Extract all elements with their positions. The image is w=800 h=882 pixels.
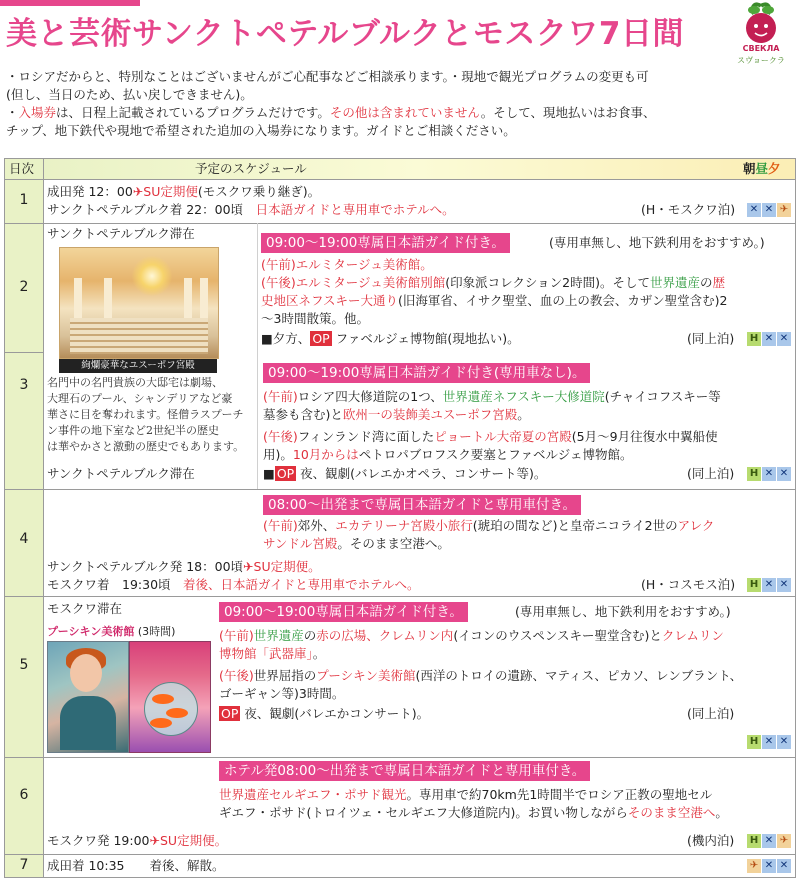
day-number: 5 — [19, 657, 29, 673]
day5-line: OP 夜、観劇(バレエかコンサート)。 — [221, 706, 430, 721]
meal-icon: ✕ — [777, 578, 791, 592]
yusupov-palace-photo — [59, 247, 219, 359]
day3-line: ■ OP 夜、観劇(バレエかオペラ、コンサート等)。 — [263, 466, 547, 481]
logo-name: СВЕКЛА — [742, 44, 780, 53]
day6-stay: (機内泊) — [687, 833, 735, 848]
day7-line: 成田着 10:35 着後、解散。 — [47, 858, 225, 873]
meal-icon: ✕ — [762, 578, 776, 592]
day3-location: サンクトペテルブルク滞在 — [47, 466, 195, 481]
day-number: 1 — [19, 192, 29, 208]
day2-stay: (同上泊) — [687, 331, 735, 346]
day6-line: ギエフ・ポサド(トロイツェ・セルギエフ大修道院内)。お買い物しながらそのまま空港へ。 — [219, 805, 728, 820]
guide-banner: 09:00～19:00専属日本語ガイド付き。 — [261, 233, 510, 253]
palace-description: 名門中の名門貴族の大邸宅は劇場、 大理石のプール、シャンデリアなど豪 華さに目を奪われます。怪僧ラスプーチ ン事件の地下室など2世紀半の歴史 は華やかさと激動の歴史でもあります。 — [47, 376, 245, 453]
renoir-painting — [47, 641, 129, 753]
day5-line: (午後)世界屈指のプーシキン美術館(西洋のトロイの遺跡、マティス、ピカソ、レンブラント、 — [219, 668, 743, 683]
day3-line: 墓参も含む)と欧州一の装飾美ユスーポフ宮殿。 — [263, 407, 530, 422]
top-accent-bar — [0, 0, 140, 6]
day3-stay: (同上泊) — [687, 466, 735, 481]
day4-stay: (H・コスモス泊) — [641, 577, 736, 592]
guide-banner: 08:00～出発まで専属日本語ガイドと専用車付き。 — [263, 495, 581, 515]
meal-icon: H — [747, 467, 761, 481]
guide-note: (専用車無し、地下鉄利用をおすすめ。) — [549, 235, 765, 250]
schedule-table — [4, 158, 796, 878]
meal-icon: ✕ — [762, 834, 776, 848]
day-number: 4 — [19, 531, 29, 547]
day2-line: ■夕方、 OP ファベルジェ博物館(現地払い)。 — [261, 331, 520, 346]
day5-location: モスクワ滞在 — [47, 601, 123, 616]
meal-icon: ✕ — [762, 735, 776, 749]
meal-icon: ✕ — [762, 859, 776, 873]
meal-icon: ✕ — [777, 735, 791, 749]
meal-icon: ✕ — [777, 467, 791, 481]
day5-line: (午前)世界遺産の赤の広場、クレムリン内(イコンのウスペンスキー聖堂含む)とクレムリン — [219, 628, 724, 643]
beet-icon — [728, 2, 794, 46]
meal-icon: ✈ — [747, 859, 761, 873]
meal-icon: ✕ — [762, 332, 776, 346]
meal-icon: ✈ — [777, 203, 791, 217]
day3-line: (午前)ロシア四大修道院の1つ、世界遺産ネフスキー大修道院(チャイコフスキー等 — [263, 389, 721, 404]
meal-icon: ✕ — [762, 203, 776, 217]
day2-line: (午後)エルミタージュ美術館別館(印象派コレクション2時間)。そして世界遺産の歴 — [261, 275, 726, 290]
day4-line: サンドル宮殿。そのまま空港へ。 — [263, 536, 450, 551]
meal-icon: ✈ — [777, 834, 791, 848]
meal-icon: H — [747, 332, 761, 346]
day-number: 3 — [19, 377, 29, 393]
header-day: 日次 — [9, 161, 35, 176]
guide-note: (専用車無し、地下鉄利用をおすすめ。) — [515, 604, 731, 619]
pushkin-caption: プーシキン美術館 (3時間) — [47, 625, 176, 638]
meal-icon: H — [747, 735, 761, 749]
day1-line2: サンクトペテルブルク着 22：00頃 日本語ガイドと専用車でホテルへ。 — [47, 202, 455, 217]
svekla-logo — [728, 2, 794, 68]
day1-stay: (H・モスクワ泊) — [641, 202, 736, 217]
day5-stay: (同上泊) — [687, 706, 735, 721]
matisse-painting — [129, 641, 211, 753]
day1-line1: 成田発 12：00✈SU定期便(モスクワ乗り継ぎ)。 — [47, 184, 321, 199]
logo-sub: スヴョークラ — [737, 56, 785, 65]
intro-line: ・入場券は、日程上記載されているプログラムだけです。その他は含まれていません。そして、現地払いはお食事、 — [6, 105, 656, 120]
meal-icon: ✕ — [747, 203, 761, 217]
day3-line: (午後)フィンランド湾に面したピョートル大帝夏の宮殿(5月～9月往復水中翼船使 — [263, 429, 718, 444]
header-meals: 朝昼夕 — [743, 161, 781, 176]
day5-line: ゴーギャン等)3時間。 — [219, 686, 345, 701]
day5-line: 博物館「武器庫」。 — [219, 646, 326, 661]
photo-caption: 絢爛豪華なユスーポフ宮殿 — [59, 359, 217, 373]
day2-line: ～3時間散策。他。 — [261, 311, 369, 326]
intro-text — [6, 68, 796, 140]
meal-icon: ✕ — [777, 332, 791, 346]
day2-line: (午前)エルミタージュ美術館。 — [261, 257, 433, 272]
day6-line: モスクワ発 19:00✈SU定期便。 — [47, 833, 228, 848]
guide-banner: 09:00～19:00専属日本語ガイド付き(専用車なし)。 — [263, 363, 590, 383]
day4-line: モスクワ着 19:30頃 着後、日本語ガイドと専用車でホテルへ。 — [47, 577, 420, 592]
intro-line: チップ、地下鉄代や現地で希望された追加の入場券になります。ガイドとご相談ください。 — [6, 123, 516, 138]
meal-icon: H — [747, 834, 761, 848]
meal-icon: ✕ — [777, 859, 791, 873]
day3-line: 用)。10月からはペトロパブロフスク要塞とファベルジェ博物館。 — [263, 447, 633, 462]
intro-line: ・ロシアだからと、特別なことはございませんがご心配事などご相談承ります。・現地で観光プログラムの変更も可 — [6, 69, 649, 84]
day2-line: 史地区ネフスキー大通り(旧海軍省、イサク聖堂、血の上の教会、カザン聖堂含む)2 — [261, 293, 728, 308]
meal-icon: ✕ — [762, 467, 776, 481]
day4-line: サンクトペテルブルク発 18：00頃✈SU定期便。 — [47, 559, 321, 574]
page-title: 美と芸術サンクトペテルブルクとモスクワ7日間 — [6, 16, 684, 52]
day-number: 7 — [19, 857, 29, 873]
guide-banner: 09:00～19:00専属日本語ガイド付き。 — [219, 602, 468, 622]
day4-line: (午前)郊外、エカテリーナ宮殿小旅行(琥珀の間など)と皇帝ニコライ2世のアレク — [263, 518, 715, 533]
day6-line: 世界遺産セルギエフ・ポサド観光。専用車で約70km先1時間半でロシア正教の聖地セル — [219, 787, 713, 802]
header-schedule: 予定のスケジュール — [195, 161, 307, 176]
guide-banner: ホテル発08:00～出発まで専属日本語ガイドと専用車付き。 — [219, 761, 590, 781]
day-number: 6 — [19, 787, 29, 803]
day-number: 2 — [19, 279, 29, 295]
intro-line: (但し、当日のため、払い戻しできません)。 — [6, 87, 253, 102]
day2-location: サンクトペテルブルク滞在 — [47, 226, 195, 241]
meal-icon: H — [747, 578, 761, 592]
